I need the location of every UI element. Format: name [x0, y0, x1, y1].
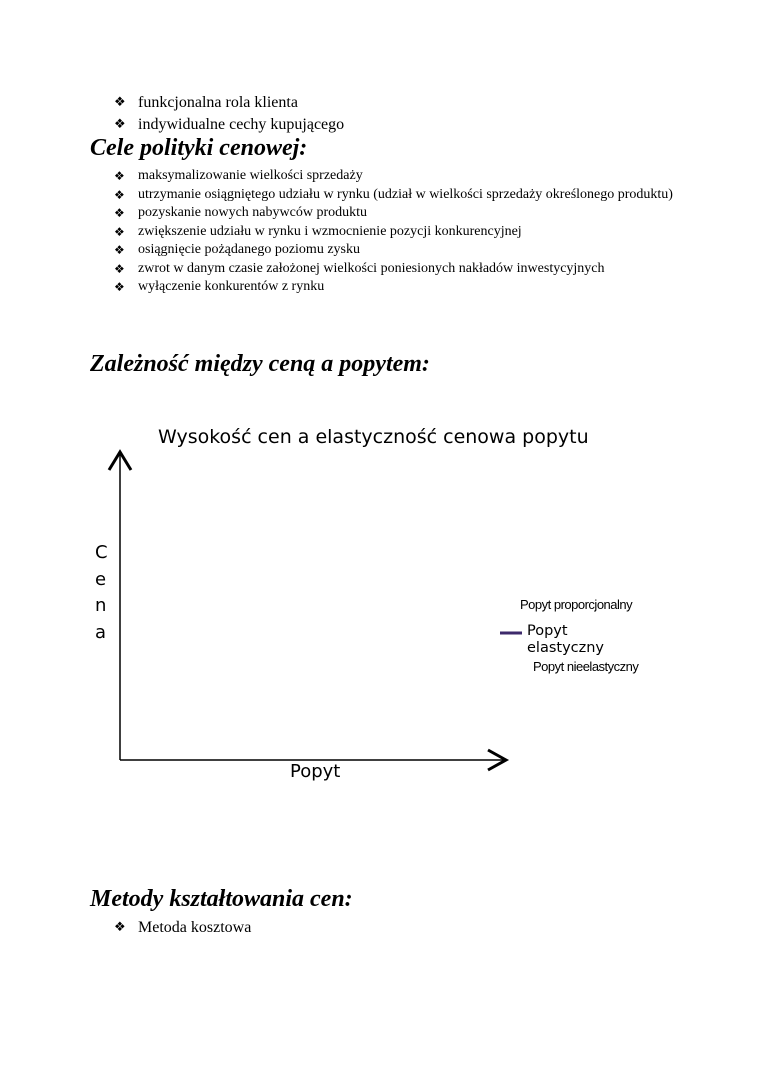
diamond-bullet-icon: ❖	[114, 261, 125, 276]
list-item: ❖ wyłączenie konkurentów z rynku	[114, 278, 674, 297]
diamond-bullet-icon: ❖	[114, 280, 125, 294]
y-axis-label: Cena	[95, 542, 108, 643]
list-item: ❖ utrzymanie osiągniętego udziału w rynku (udział w wielkości sprzedaży określonego produktu)	[114, 186, 674, 205]
methods-list	[114, 917, 251, 939]
chart-title: Wysokość cen a elastyczność cenowa popytu	[158, 426, 589, 448]
legend-item-elastic: Popyt elastyczny	[527, 623, 605, 656]
list-item: ❖ zwrot w danym czasie założonej wielkości poniesionych nakładów inwestycyjnych	[114, 260, 674, 279]
legend-item-inelastic: Popyt nieelastyczny	[533, 659, 639, 674]
y-axis-arrow-icon	[109, 452, 131, 470]
list-item: ❖ Metoda kosztowa	[114, 917, 251, 939]
list-item: ❖ funkcjonalna rola klienta	[114, 92, 344, 114]
goals-heading: Cele polityki cenowej:	[90, 135, 308, 161]
x-axis-label: Popyt	[290, 761, 341, 782]
diamond-bullet-icon: ❖	[114, 206, 125, 220]
legend-item-proportional: Popyt proporcjonalny	[520, 597, 633, 612]
diamond-bullet-icon: ❖	[114, 920, 126, 935]
diamond-bullet-icon: ❖	[114, 243, 125, 257]
list-item: ❖ maksymalizowanie wielkości sprzedaży	[114, 167, 674, 186]
list-item: ❖ zwiększenie udziału w rynku i wzmocnienie pozycji konkurencyjnej	[114, 223, 674, 242]
diamond-bullet-icon: ❖	[114, 187, 125, 202]
goals-list	[114, 167, 674, 297]
dependency-heading: Zależność między ceną a popytem:	[90, 351, 430, 377]
diamond-bullet-icon: ❖	[114, 95, 126, 110]
list-item: ❖ pozyskanie nowych nabywców produktu	[114, 204, 674, 223]
diamond-bullet-icon: ❖	[114, 169, 125, 183]
diamond-bullet-icon: ❖	[114, 224, 125, 239]
diamond-bullet-icon: ❖	[114, 117, 126, 132]
intro-list	[114, 92, 344, 136]
list-item: ❖ osiągnięcie pożądanego poziomu zysku	[114, 241, 674, 260]
methods-heading: Metody kształtowania cen:	[90, 886, 353, 912]
list-item: ❖ indywidualne cechy kupującego	[114, 114, 344, 136]
x-axis-arrow-icon	[488, 750, 506, 770]
